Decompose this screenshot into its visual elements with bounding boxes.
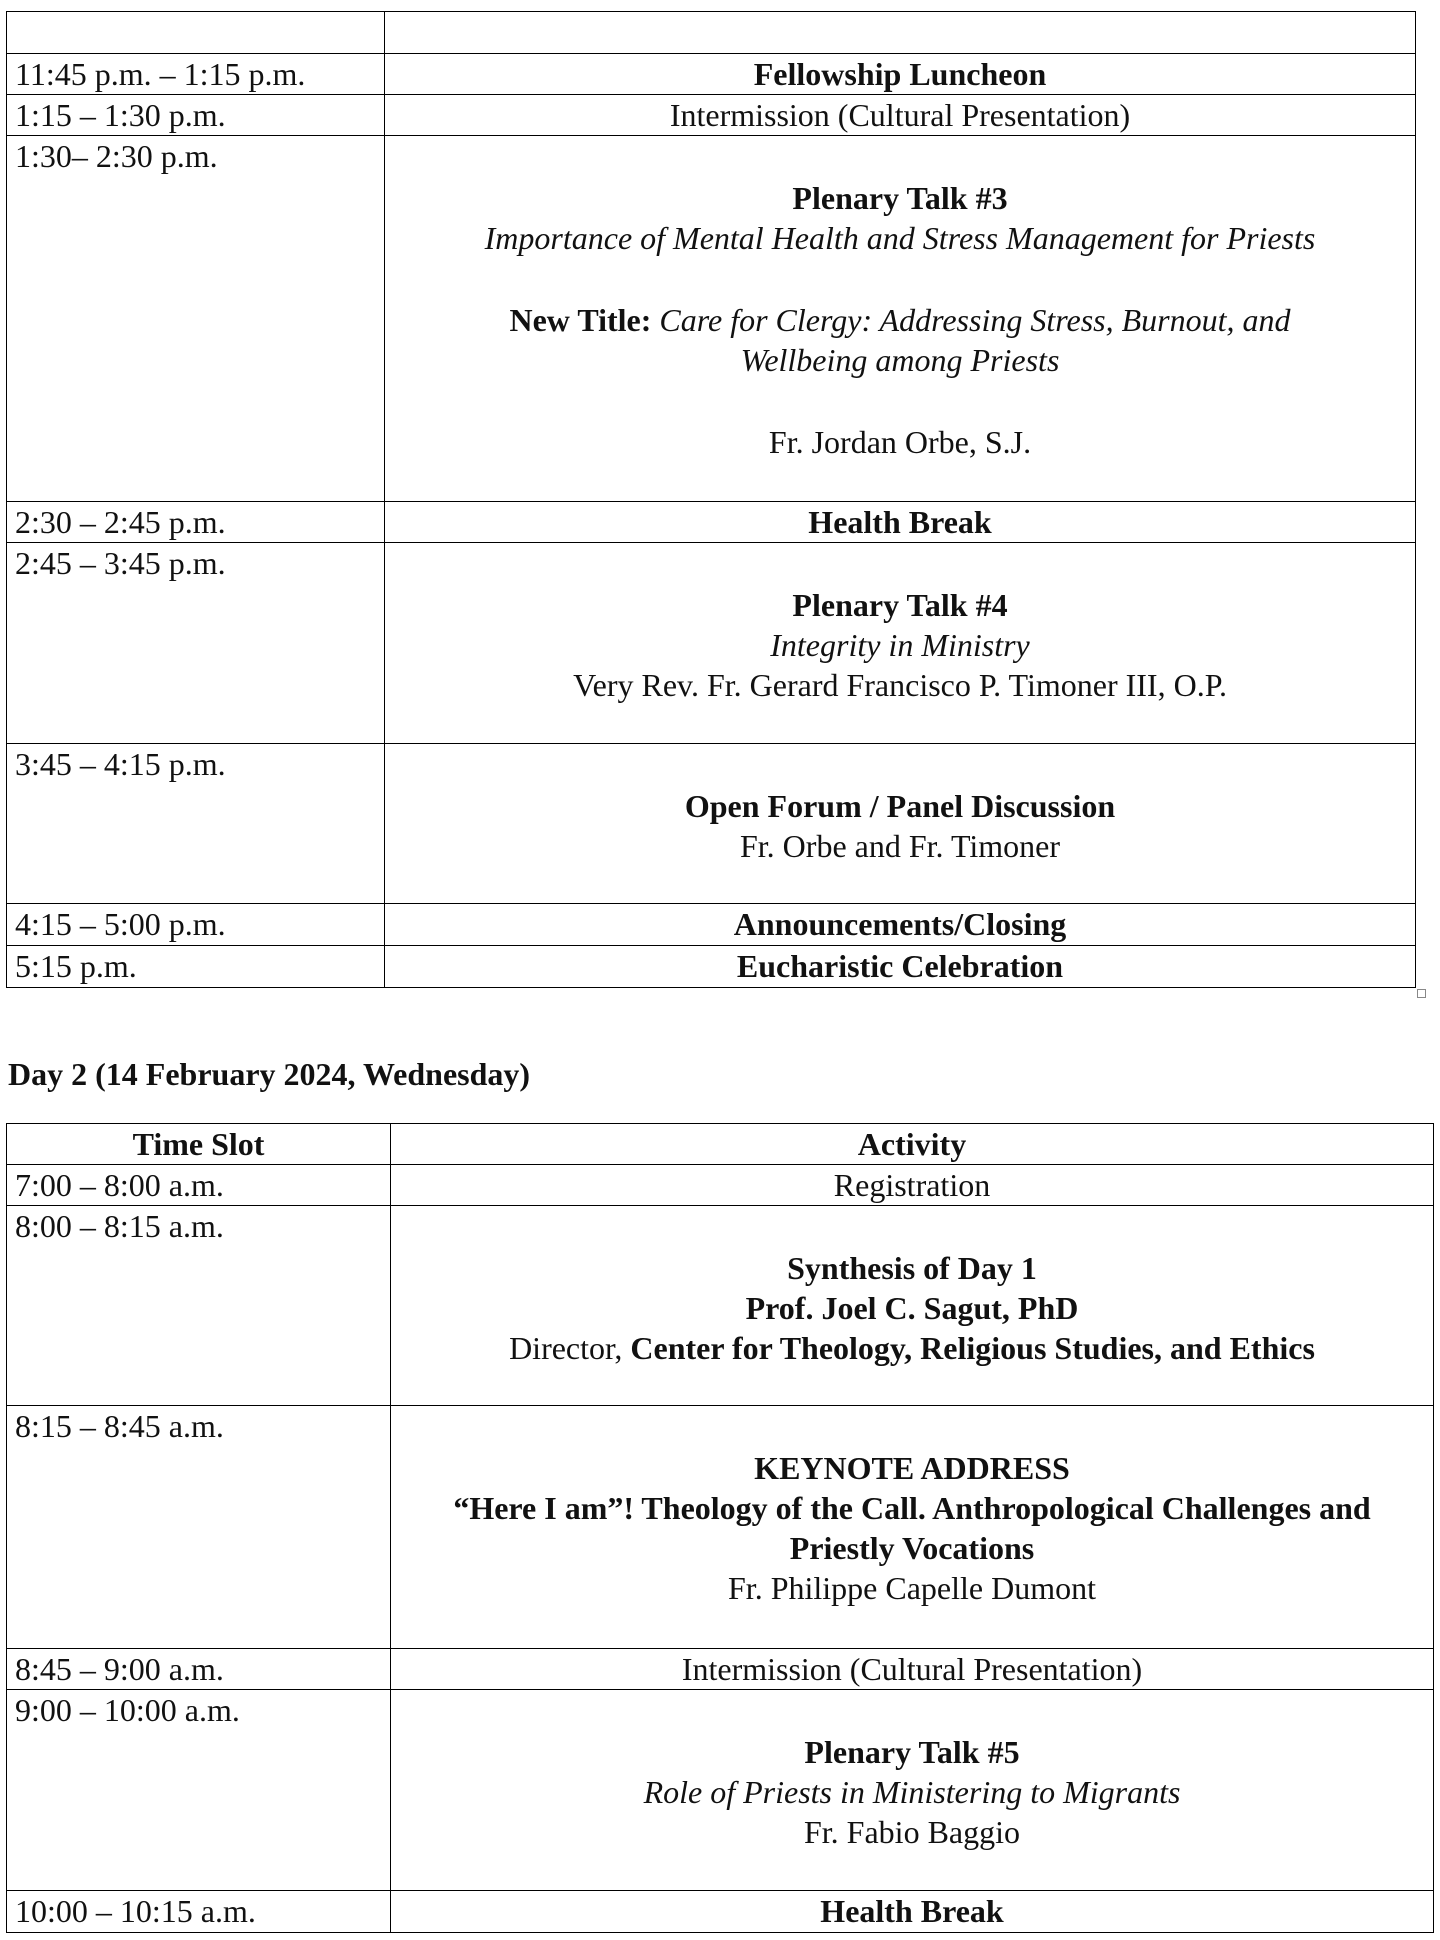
header-activity: Activity bbox=[391, 1124, 1434, 1165]
activity-cell: Health Break bbox=[391, 1891, 1434, 1933]
day2-schedule-table bbox=[6, 1123, 1434, 1933]
day1-schedule-table bbox=[6, 11, 1416, 988]
activity-cell bbox=[391, 1690, 1434, 1891]
time-cell: 9:00 – 10:00 a.m. bbox=[7, 1690, 391, 1891]
time-cell: 4:15 – 5:00 p.m. bbox=[7, 904, 385, 946]
activity-cell bbox=[385, 543, 1416, 744]
session-title: Plenary Talk #5 bbox=[804, 1734, 1020, 1770]
session-subtitle: Importance of Mental Health and Stress Management for Priests bbox=[484, 220, 1316, 256]
day2-heading: Day 2 (14 February 2024, Wednesday) bbox=[8, 1056, 531, 1092]
time-cell: 11:45 p.m. – 1:15 p.m. bbox=[7, 54, 385, 95]
time-cell: 10:00 – 10:15 a.m. bbox=[7, 1891, 391, 1933]
session-title: Open Forum / Panel Discussion bbox=[684, 788, 1116, 824]
activity-cell bbox=[391, 1206, 1434, 1406]
session-title: Synthesis of Day 1 bbox=[787, 1250, 1037, 1286]
empty-header-cell bbox=[385, 12, 1416, 54]
header-time-slot: Time Slot bbox=[7, 1124, 391, 1165]
session-speaker: Fr. Jordan Orbe, S.J. bbox=[768, 424, 1032, 460]
activity-cell: Intermission (Cultural Presentation) bbox=[391, 1649, 1434, 1690]
session-subtitle: Integrity in Ministry bbox=[770, 627, 1030, 663]
activity-cell: Fellowship Luncheon bbox=[385, 54, 1416, 95]
table-row bbox=[7, 95, 1416, 136]
speaker-role: Director, bbox=[509, 1330, 623, 1366]
time-cell: 5:15 p.m. bbox=[7, 946, 385, 988]
table-row bbox=[7, 1165, 1434, 1206]
session-subtitle: Role of Priests in Ministering to Migrants bbox=[643, 1774, 1181, 1810]
session-subtitle: “Here I am”! Theology of the Call. Anthropological Challenges and Priestly Vocations bbox=[453, 1490, 1371, 1566]
activity-cell: Intermission (Cultural Presentation) bbox=[385, 95, 1416, 136]
time-cell: 7:00 – 8:00 a.m. bbox=[7, 1165, 391, 1206]
table-row bbox=[7, 1649, 1434, 1690]
table-row bbox=[7, 1690, 1434, 1891]
time-cell: 2:30 – 2:45 p.m. bbox=[7, 502, 385, 543]
table-header-row bbox=[7, 1124, 1434, 1165]
table-header-row bbox=[7, 12, 1416, 54]
table-row bbox=[7, 1206, 1434, 1406]
new-title-text: Care for Clergy: Addressing Stress, Burnout, and Wellbeing among Priests bbox=[659, 302, 1291, 378]
time-cell: 1:30– 2:30 p.m. bbox=[7, 136, 385, 502]
activity-cell: Eucharistic Celebration bbox=[385, 946, 1416, 988]
activity-cell bbox=[391, 1406, 1434, 1649]
activity-cell: Registration bbox=[391, 1165, 1434, 1206]
time-cell: 1:15 – 1:30 p.m. bbox=[7, 95, 385, 136]
session-speaker: Fr. Fabio Baggio bbox=[803, 1814, 1020, 1850]
new-title-label: New Title: bbox=[509, 302, 652, 338]
session-title: Plenary Talk #3 bbox=[792, 180, 1008, 216]
table-row bbox=[7, 1891, 1434, 1933]
table-row bbox=[7, 543, 1416, 744]
session-speaker: Prof. Joel C. Sagut, PhD bbox=[745, 1290, 1079, 1326]
table-row bbox=[7, 502, 1416, 543]
table-row bbox=[7, 54, 1416, 95]
session-speaker: Fr. Philippe Capelle Dumont bbox=[728, 1570, 1096, 1606]
table-row bbox=[7, 744, 1416, 904]
time-cell: 2:45 – 3:45 p.m. bbox=[7, 543, 385, 744]
speaker-affiliation bbox=[399, 1328, 1425, 1368]
table-row bbox=[7, 136, 1416, 502]
activity-cell bbox=[385, 136, 1416, 502]
table-row bbox=[7, 904, 1416, 946]
activity-cell: Health Break bbox=[385, 502, 1416, 543]
session-title: KEYNOTE ADDRESS bbox=[754, 1450, 1070, 1486]
speaker-org: Center for Theology, Religious Studies, and Ethics bbox=[630, 1330, 1315, 1366]
table-row bbox=[7, 946, 1416, 988]
time-cell: 8:45 – 9:00 a.m. bbox=[7, 1649, 391, 1690]
activity-cell bbox=[385, 744, 1416, 904]
new-title-block bbox=[393, 300, 1407, 380]
session-title: Plenary Talk #4 bbox=[792, 587, 1008, 623]
time-cell: 8:00 – 8:15 a.m. bbox=[7, 1206, 391, 1406]
empty-header-cell bbox=[7, 12, 385, 54]
activity-cell: Announcements/Closing bbox=[385, 904, 1416, 946]
table-resize-handle[interactable] bbox=[1417, 989, 1426, 998]
table-row bbox=[7, 1406, 1434, 1649]
time-cell: 8:15 – 8:45 a.m. bbox=[7, 1406, 391, 1649]
session-speaker: Fr. Orbe and Fr. Timoner bbox=[739, 828, 1061, 864]
session-speaker: Very Rev. Fr. Gerard Francisco P. Timoner III, O.P. bbox=[573, 667, 1227, 703]
time-cell: 3:45 – 4:15 p.m. bbox=[7, 744, 385, 904]
